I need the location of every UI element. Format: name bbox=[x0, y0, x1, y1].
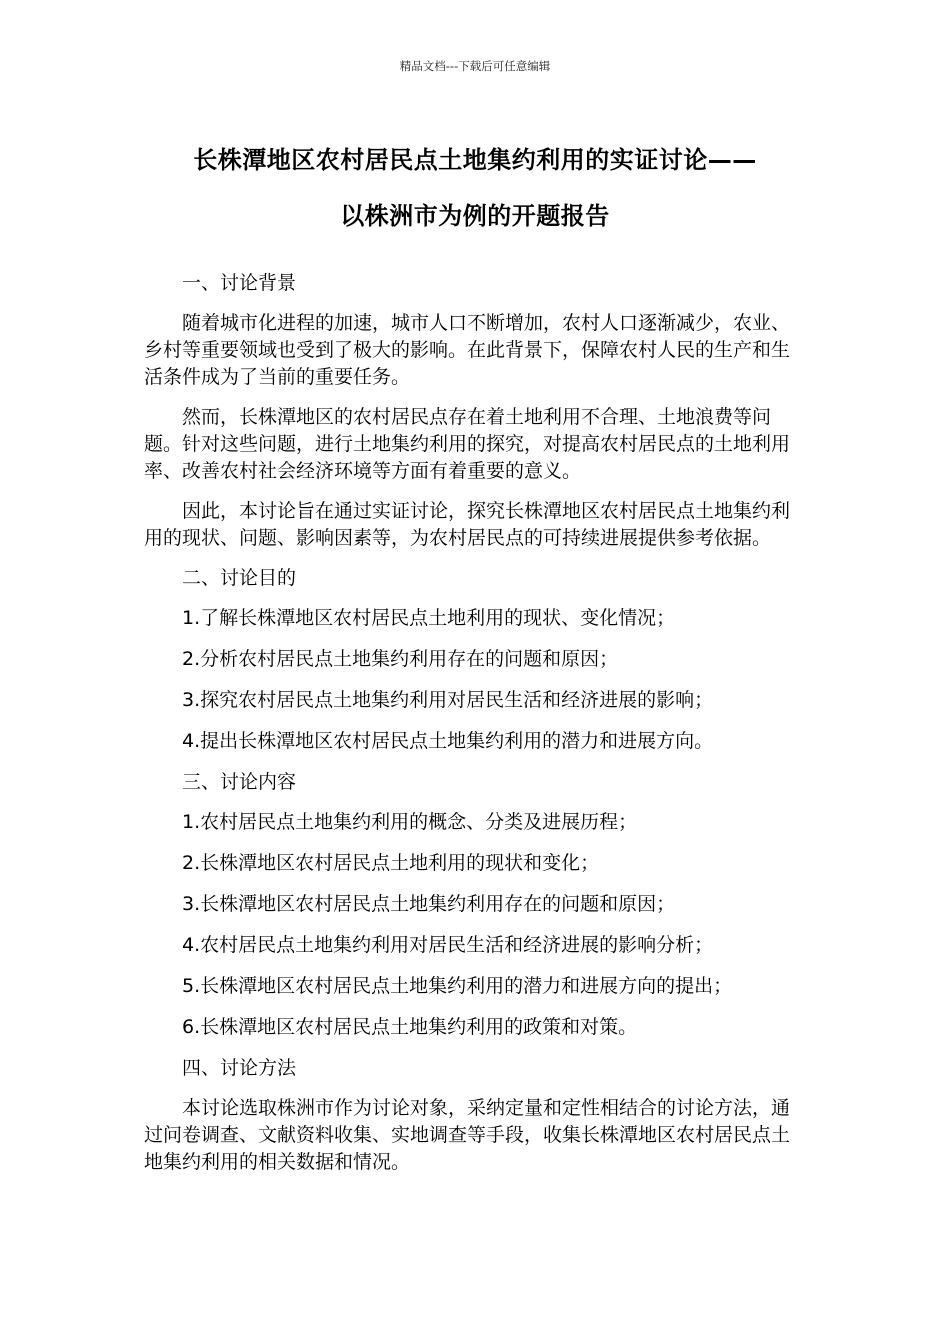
section-heading-background: 一、讨论背景 bbox=[182, 272, 297, 294]
section-heading-method: 四、讨论方法 bbox=[182, 1057, 297, 1079]
section-heading-content: 三、讨论内容 bbox=[182, 771, 297, 793]
list-item: 4.提出长株潭地区农村居民点土地集约利用的潜力和进展方向。 bbox=[182, 730, 714, 752]
paragraph: 因此，本讨论旨在通过实证讨论，探究长株潭地区农村居民点土地集约利用的现状、问题、影响因素等，为农村居民点的可持续进展提供参考依据。 bbox=[144, 500, 791, 549]
list-item: 3.探究农村居民点土地集约利用对居民生活和经济进展的影响； bbox=[182, 689, 714, 711]
list-item: 5.长株潭地区农村居民点土地集约利用的潜力和进展方向的提出； bbox=[182, 975, 733, 997]
title-line-2: 以株洲市为例的开题报告 bbox=[340, 202, 610, 230]
document-body bbox=[144, 270, 806, 1189]
section-heading-purpose: 二、讨论目的 bbox=[182, 567, 297, 589]
list-item: 4.农村居民点土地集约利用对居民生活和经济进展的影响分析； bbox=[182, 934, 714, 956]
list-item: 3.长株潭地区农村居民点土地集约利用存在的问题和原因； bbox=[182, 893, 676, 915]
page-header: 精品文档---下载后可任意编辑 bbox=[399, 59, 551, 73]
title-line-1: 长株潭地区农村居民点土地集约利用的实证讨论—— bbox=[193, 146, 757, 174]
paragraph: 本讨论选取株洲市作为讨论对象，采纳定量和定性相结合的讨论方法，通过问卷调查、文献资料收集、实地调查等手段，收集长株潭地区农村居民点土地集约利用的相关数据和情况。 bbox=[144, 1097, 791, 1173]
list-item: 1.农村居民点土地集约利用的概念、分类及进展历程； bbox=[182, 811, 638, 833]
list-item: 2.分析农村居民点土地集约利用存在的问题和原因； bbox=[182, 648, 619, 670]
list-item: 1.了解长株潭地区农村居民点土地利用的现状、变化情况； bbox=[182, 607, 676, 629]
list-item: 2.长株潭地区农村居民点土地利用的现状和变化； bbox=[182, 852, 600, 874]
paragraph: 随着城市化进程的加速，城市人口不断增加，农村人口逐渐减少，农业、乡村等重要领域也受到了极大的影响。在此背景下，保障农村人民的生产和生活条件成为了当前的重要任务。 bbox=[144, 312, 791, 388]
paragraph: 然而，长株潭地区的农村居民点存在着土地利用不合理、土地浪费等问题。针对这些问题，进行土地集约利用的探究，对提高农村居民点的土地利用率、改善农村社会经济环境等方面有着重要的意义。 bbox=[144, 406, 791, 482]
list-item: 6.长株潭地区农村居民点土地集约利用的政策和对策。 bbox=[182, 1016, 638, 1038]
